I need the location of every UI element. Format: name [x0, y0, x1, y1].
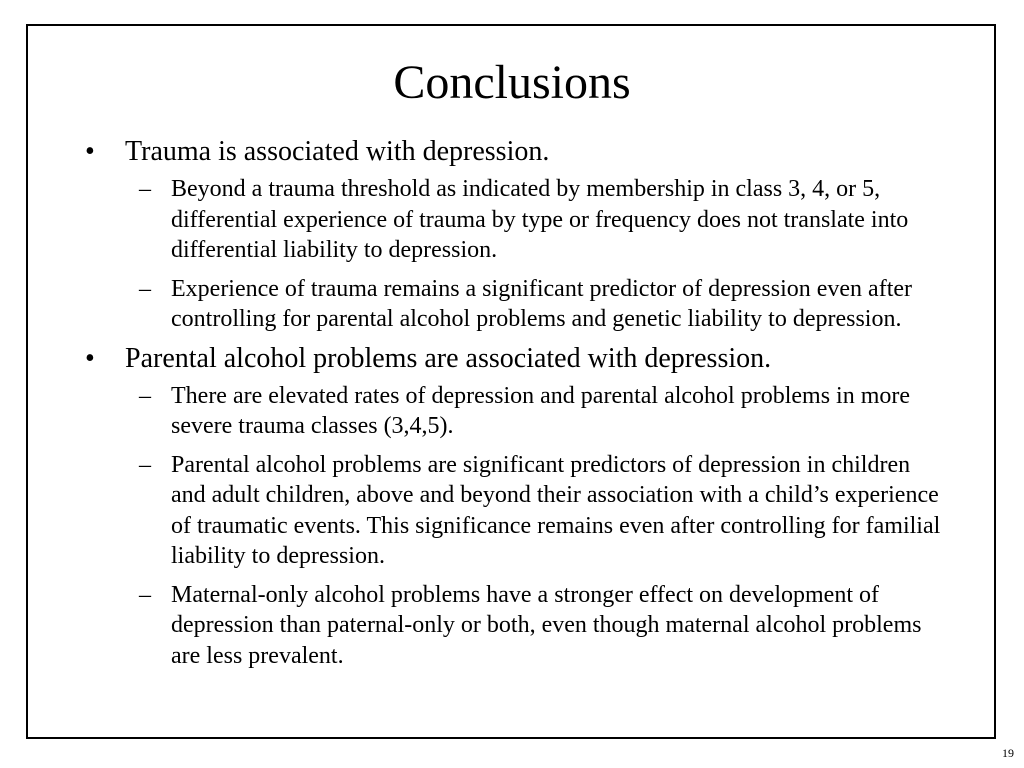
sub-item — [85, 450, 949, 572]
sub-text: Maternal-only alcohol problems have a stronger effect on development of depression than paternal-only or both, even though maternal alcohol problems are less prevalent. — [171, 581, 922, 669]
sub-marker: – — [139, 382, 151, 409]
bullet-marker: • — [85, 136, 95, 167]
sub-item — [85, 381, 949, 442]
sub-text: Parental alcohol problems are significant predictors of depression in children and adult children, above and beyond their association with a child’s experience of traumatic events. This significance remains even after controlling for familial liability to depression. — [171, 451, 941, 569]
bullet-item — [85, 343, 965, 375]
slide-content — [85, 136, 965, 679]
bullet-text: Trauma is associated with depression. — [125, 136, 550, 167]
page-number: 19 — [1002, 746, 1014, 760]
sub-text: Experience of trauma remains a significant predictor of depression even after controlling for parental alcohol problems and genetic liability to depression. — [171, 275, 913, 332]
sub-item — [85, 174, 949, 266]
sub-marker: – — [139, 451, 151, 478]
sub-marker: – — [139, 275, 151, 302]
sub-list — [85, 381, 965, 672]
bullet-marker: • — [85, 342, 95, 374]
sub-text: There are elevated rates of depression and parental alcohol problems in more severe trauma classes (3,4,5). — [171, 382, 911, 439]
sub-text: Beyond a trauma threshold as indicated by membership in class 3, 4, or 5, differential experience of trauma by type or frequency does not translate into differential liability to depression. — [171, 176, 909, 263]
sub-marker: – — [139, 581, 151, 608]
sub-item — [85, 580, 949, 672]
sub-item — [85, 274, 949, 335]
bullet-item — [85, 136, 965, 168]
sub-list — [85, 174, 965, 335]
bullet-text: Parental alcohol problems are associated with depression. — [125, 342, 772, 374]
slide-title: Conclusions — [393, 56, 631, 109]
sub-marker: – — [139, 176, 151, 202]
